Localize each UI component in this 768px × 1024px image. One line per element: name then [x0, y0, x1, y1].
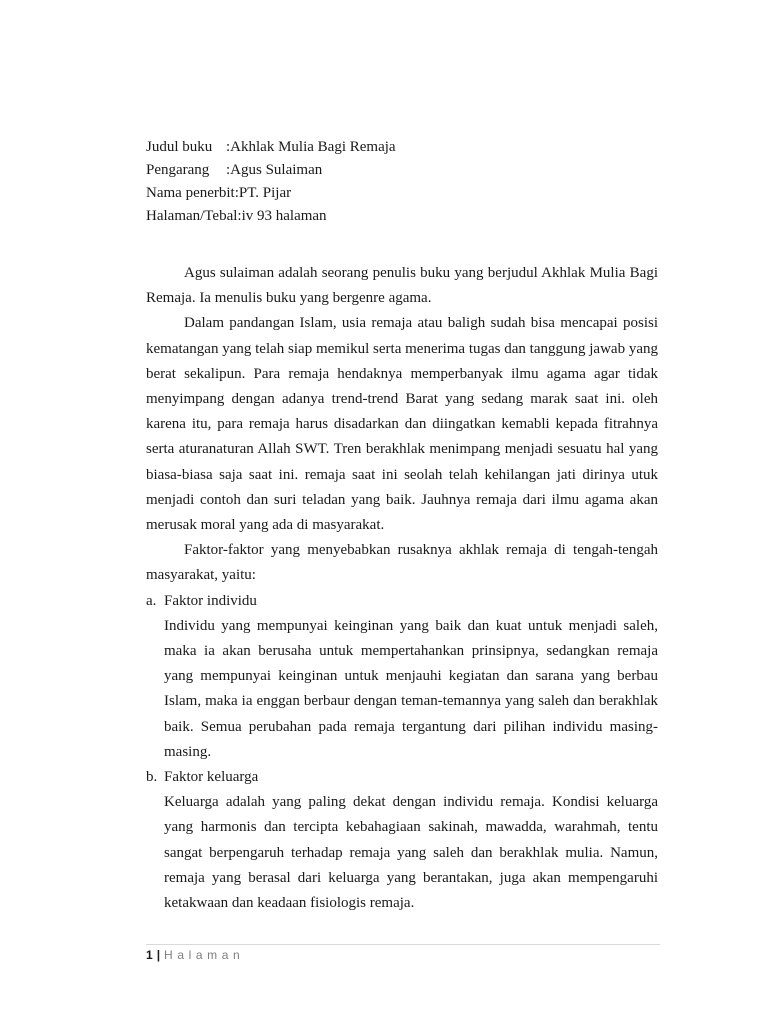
factor-text: Individu yang mempunyai keinginan yang baik dan kuat untuk menjadi saleh, maka ia akan berusaha untuk mempertahankan prinsipnya, sedangkan remaja yang mempunyai keinginan untuk menjauhi kegiatan dan sarana yang berbau Islam, maka ia enggan berbaur dengan teman-temannya yang saleh dan berakhlak baik. Semua perubahan pada remaja tergantung dari pilihan individu masing-masing.	[164, 617, 658, 760]
paragraph: Faktor-faktor yang menyebabkan rusaknya akhlak remaja di tengah-tengah masyarakat, yaitu:	[146, 542, 658, 584]
book-info-label: Pengarang	[146, 162, 210, 178]
book-info-separator: :	[226, 139, 231, 155]
paragraph: Dalam pandangan Islam, usia remaja atau baligh sudah bisa mencapai posisi kematangan yang telah siap memikul serta menerima tugas dan tanggung jawab yang berat sekalipun. Para remaja hendaknya memperbanyak ilmu agama agar tidak menyimpang dengan adanya trend-trend Barat yang sedang marak saat ini. oleh karena itu, para remaja harus disadarkan dan diingatkan kemabli kepada fitrahnya serta aturanaturan Allah SWT. Tren berakhlak menimpang menjadi sesuatu hal yang biasa-biasa saja saat ini. remaja saat ini seolah telah kehilangan jati dirinya utuk menjadi contoh dan suri teladan yang baik. Jauhnya remaja dari ilmu agama akan merusak moral yang ada di masyarakat.	[146, 315, 658, 534]
book-info-pages-row	[146, 205, 396, 228]
factor-text: Keluarga adalah yang paling dekat dengan individu remaja. Kondisi keluarga yang harmonis dan tercipta kebahagiaan sakinah, mawadda, warahmah, tentu sangat berpengaruh terhadap remaja yang saleh dan berakhlak mulia. Namun, remaja yang berasal dari keluarga yang berantakan, juga akan mempengaruhi ketakwaan dan keadaan fisiologis remaja.	[164, 794, 658, 912]
book-info-label: Halaman/Tebal	[146, 208, 238, 224]
factor-list-item	[146, 589, 658, 765]
book-info-publisher-row	[146, 182, 396, 205]
factor-title: Faktor keluarga	[164, 769, 259, 786]
paragraph: Agus sulaiman adalah seorang penulis buku yang berjudul Akhlak Mulia Bagi Remaja. Ia menulis buku yang bergenre agama.	[146, 265, 658, 307]
book-info-separator: :	[234, 185, 239, 201]
book-info	[146, 136, 396, 228]
factor-heading	[146, 765, 658, 790]
book-info-value: Akhlak Mulia Bagi Remaja	[230, 139, 396, 155]
list-marker: b.	[146, 769, 158, 786]
factor-title: Faktor individu	[164, 592, 257, 609]
book-info-separator: :	[226, 162, 231, 178]
book-info-value: PT. Pijar	[238, 185, 292, 201]
footer-separator: |	[156, 948, 161, 962]
footer-divider	[146, 944, 660, 945]
book-info-label: Judul buku	[146, 139, 213, 155]
book-info-title-row	[146, 136, 396, 159]
body-text	[146, 261, 658, 916]
list-marker: a.	[146, 592, 157, 609]
book-info-label: Nama penerbit	[146, 185, 235, 201]
book-info-author-row	[146, 159, 396, 182]
page-label: Halaman	[164, 948, 245, 962]
factor-list-item	[146, 765, 658, 916]
factor-heading	[146, 589, 658, 614]
book-info-separator: :	[237, 208, 242, 224]
book-info-value: Agus Sulaiman	[230, 162, 323, 178]
book-info-value: iv 93 halaman	[241, 208, 327, 224]
page-number: 1	[146, 948, 153, 962]
page-footer	[146, 948, 244, 962]
